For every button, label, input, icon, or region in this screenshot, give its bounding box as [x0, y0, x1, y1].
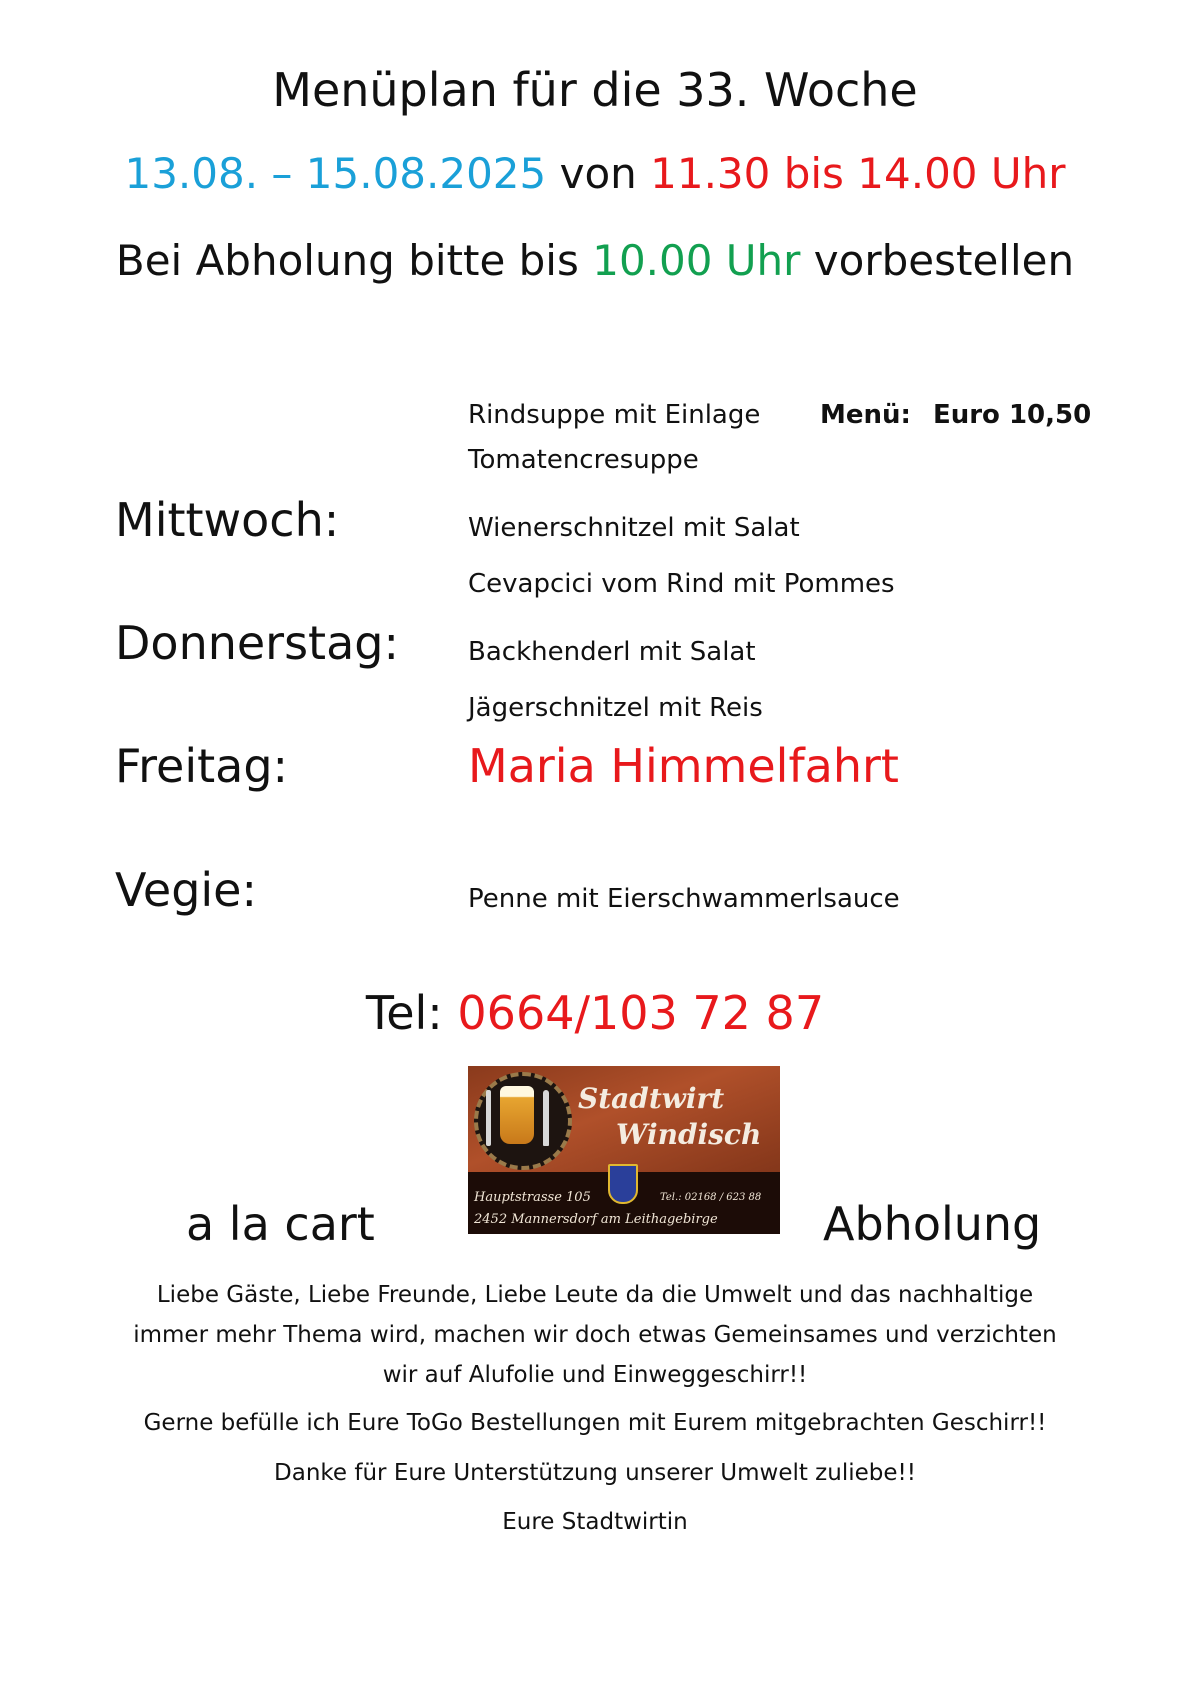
day-label-vegie: Vegie: — [115, 863, 257, 917]
preorder-time: 10.00 Uhr — [592, 236, 801, 285]
dish-item: Backhenderl mit Salat — [468, 637, 756, 667]
restaurant-logo — [468, 1066, 780, 1234]
time-range: 11.30 bis 14.00 Uhr — [650, 149, 1066, 198]
date-time-line — [0, 148, 1190, 200]
logo-name-line2: Windisch — [616, 1118, 762, 1151]
date-range: 13.08. – 15.08.2025 — [124, 149, 547, 198]
day-label-freitag: Freitag: — [115, 739, 289, 793]
phone-label: Tel: — [365, 986, 443, 1040]
notice-paragraph: Liebe Gäste, Liebe Freunde, Liebe Leute da die Umwelt und das nachhaltige immer mehr Thema wird, machen wir doch etwas Gemeinsames und verzichten wir auf Alufolie und Einweggeschirr!! — [133, 1282, 1057, 1388]
preorder-prefix: Bei Abholung bitte bis — [115, 236, 579, 285]
option-abholung: Abholung — [823, 1197, 1042, 1251]
fork-icon — [486, 1090, 491, 1146]
von-text: von — [559, 149, 637, 198]
logo-town: 2452 Mannersdorf am Leithagebirge — [474, 1212, 718, 1227]
logo-street: Hauptstrasse 105 — [474, 1190, 591, 1205]
dish-item: Cevapcici vom Rind mit Pommes — [468, 569, 895, 599]
logo-name-line1: Stadtwirt — [578, 1082, 725, 1115]
preorder-suffix: vorbestellen — [813, 236, 1075, 285]
notice-line: Gerne befülle ich Eure ToGo Bestellungen mit Eurem mitgebrachten Geschirr!! — [143, 1410, 1047, 1436]
beer-glass-icon — [500, 1086, 534, 1144]
soup-item: Rindsuppe mit Einlage — [468, 400, 761, 430]
knife-icon — [543, 1090, 549, 1146]
signature: Eure Stadtwirtin — [502, 1509, 688, 1535]
holiday-notice: Maria Himmelfahrt — [468, 739, 899, 793]
dish-item: Wienerschnitzel mit Salat — [468, 513, 800, 543]
phone-number[interactable]: 0664/103 72 87 — [457, 986, 825, 1040]
coat-of-arms-icon — [608, 1164, 638, 1204]
day-label-donnerstag: Donnerstag: — [115, 616, 399, 670]
soup-item: Tomatencresuppe — [468, 445, 699, 475]
preorder-line — [0, 235, 1190, 287]
dish-item: Jägerschnitzel mit Reis — [468, 693, 763, 723]
phone-line — [0, 985, 1190, 1041]
day-label-mittwoch: Mittwoch: — [115, 493, 340, 547]
option-a-la-carte: a la cart — [186, 1197, 375, 1251]
dish-item: Penne mit Eierschwammerlsauce — [468, 884, 900, 914]
menu-price-value: Euro 10,50 — [932, 400, 1092, 430]
notice-line: Danke für Eure Unterstützung unserer Umwelt zuliebe!! — [274, 1460, 916, 1486]
menu-price — [820, 398, 1091, 432]
menu-price-label: Menü: — [820, 400, 911, 430]
page-title: Menüplan für die 33. Woche — [272, 63, 918, 117]
logo-phone: Tel.: 02168 / 623 88 — [660, 1192, 762, 1203]
